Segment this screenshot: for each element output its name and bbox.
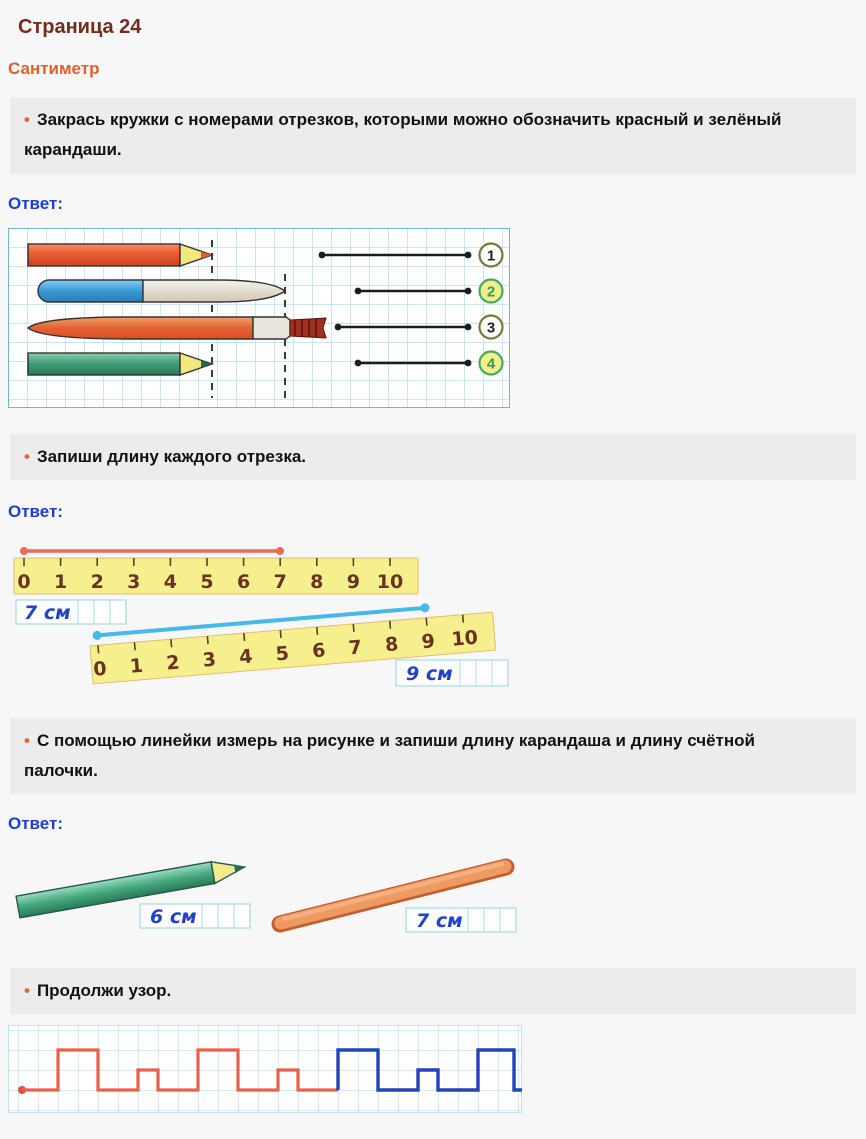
figure-pencil-and-stick bbox=[8, 850, 538, 942]
task-1 bbox=[10, 97, 856, 174]
answer-box-stick bbox=[406, 908, 516, 932]
circle-2-highlighted bbox=[480, 279, 503, 302]
green-pencil bbox=[28, 353, 212, 375]
task-3 bbox=[10, 718, 856, 795]
answer-label-1: Ответ: bbox=[8, 193, 63, 213]
bullet-icon: • bbox=[24, 730, 30, 750]
svg-text:3: 3 bbox=[127, 570, 141, 593]
svg-text:5: 5 bbox=[200, 570, 214, 593]
paint-brush-icon bbox=[28, 317, 326, 339]
svg-text:3: 3 bbox=[486, 319, 496, 336]
figure-rulers bbox=[8, 538, 520, 688]
task-1-line bbox=[24, 105, 804, 166]
task-4-line bbox=[24, 976, 804, 1006]
svg-text:1: 1 bbox=[53, 570, 68, 593]
task-3-line bbox=[24, 726, 804, 787]
svg-text:8: 8 bbox=[310, 570, 324, 593]
page-title: Страница 24 bbox=[18, 16, 142, 38]
svg-text:6: 6 bbox=[236, 570, 251, 593]
svg-text:4: 4 bbox=[486, 355, 496, 372]
ruler-2-answer: 9 см bbox=[406, 662, 453, 685]
task-1-text: Закрась кружки с номерами отрезков, которыми можно обозначить красный и зелёный карандаши. bbox=[24, 110, 782, 160]
svg-text:1: 1 bbox=[128, 654, 144, 678]
task-2 bbox=[10, 434, 856, 480]
pattern-grid bbox=[8, 1025, 522, 1113]
answer-box-1 bbox=[16, 600, 126, 624]
task-4-text: Продолжи узор. bbox=[36, 981, 172, 1001]
bullet-icon: • bbox=[24, 981, 30, 1001]
svg-text:10: 10 bbox=[376, 570, 404, 593]
answer-box-pencil bbox=[140, 904, 250, 928]
svg-text:0: 0 bbox=[92, 657, 108, 681]
svg-text:8: 8 bbox=[384, 632, 400, 657]
task-4 bbox=[10, 968, 856, 1014]
svg-text:0: 0 bbox=[17, 570, 31, 593]
worksheet-page bbox=[0, 16, 866, 1123]
svg-text:5: 5 bbox=[274, 642, 290, 666]
stick-answer: 7 см bbox=[416, 910, 463, 933]
answer-label-3: Ответ: bbox=[8, 814, 63, 834]
svg-text:9: 9 bbox=[420, 629, 436, 653]
task-2-line bbox=[24, 442, 804, 472]
svg-text:9: 9 bbox=[346, 570, 361, 593]
bullet-icon: • bbox=[24, 446, 30, 466]
blue-pen bbox=[38, 280, 285, 302]
svg-text:2: 2 bbox=[486, 283, 496, 300]
svg-text:6: 6 bbox=[311, 639, 327, 663]
task-3-text: С помощью линейки измерь на рисунке и запиши длину карандаша и длину счётной палочки. bbox=[24, 730, 755, 780]
svg-text:3: 3 bbox=[201, 648, 217, 672]
figure-pencils-and-segments bbox=[8, 228, 510, 408]
circle-1 bbox=[480, 243, 503, 266]
circle-3 bbox=[480, 315, 503, 338]
circle-4-highlighted bbox=[480, 351, 503, 374]
svg-text:1: 1 bbox=[486, 247, 496, 264]
ruler-1 bbox=[14, 547, 418, 594]
red-pencil bbox=[28, 244, 212, 266]
figure-pattern bbox=[8, 1025, 522, 1113]
svg-text:4: 4 bbox=[238, 645, 254, 669]
pencil-answer: 6 см bbox=[150, 906, 197, 929]
answer-box-2 bbox=[396, 660, 508, 686]
svg-text:10: 10 bbox=[450, 626, 479, 651]
svg-text:2: 2 bbox=[90, 570, 104, 593]
ruler-1-answer: 7 см bbox=[24, 601, 71, 624]
svg-text:7: 7 bbox=[273, 570, 287, 593]
bullet-icon: • bbox=[24, 110, 30, 129]
svg-text:4: 4 bbox=[163, 570, 178, 593]
answer-label-2: Ответ: bbox=[8, 501, 63, 521]
task-2-text: Запиши длину каждого отрезка. bbox=[36, 446, 307, 466]
svg-text:7: 7 bbox=[347, 636, 363, 660]
section-title: Сантиметр bbox=[8, 59, 100, 78]
svg-text:2: 2 bbox=[165, 651, 181, 675]
